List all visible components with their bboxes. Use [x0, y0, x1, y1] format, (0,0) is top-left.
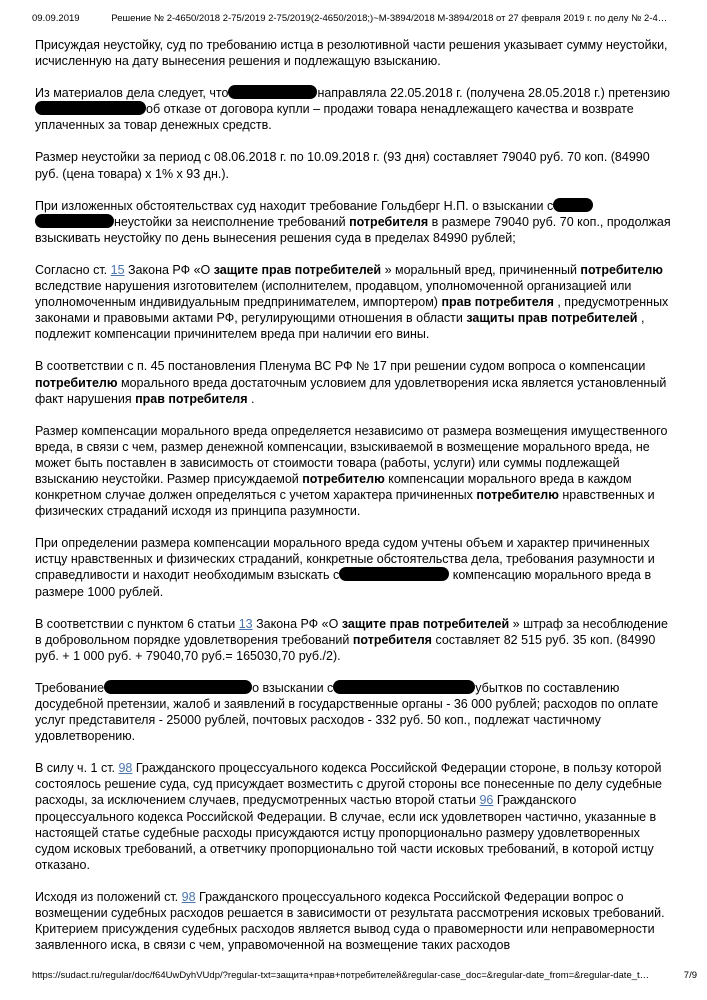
search-highlight: защите прав потребителей [213, 262, 382, 277]
page-number: 7/9 [683, 970, 697, 981]
source-url: https://sudact.ru/regular/doc/f64UwDyhVUdp/?regular-txt=защита+прав+потребителей&regular-case_doc=&regular-date_from=&regular-date_t… [32, 970, 650, 981]
redaction-bar [35, 101, 146, 115]
search-highlight: защиты прав потребителей [466, 311, 638, 326]
text-run: При определении размера компенсации морального вреда судом учтены объем и характер причиненных истцу нравственных и физических страданий, конкретные обстоятельства дела, требования разумности и справедливости и находит необходимым взыскать с [35, 536, 655, 583]
search-highlight: потребителю [476, 488, 559, 503]
text-run: При изложенных обстоятельствах суд находит требование Гольдберг Н.П. о взыскании с [35, 198, 554, 213]
text-run: Размер компенсации морального вреда определяется независимо от размера возмещения имущественного вреда, в связи с чем, размер денежной компенсации, взыскиваемой в возмещение морального вреда, не может быть поставлен в зависимость от стоимости товара (работы, услуги) или суммы подлежащей взысканию неустойки. Размер присуждаемой [35, 423, 668, 486]
paragraph [35, 616, 672, 664]
print-footer [32, 970, 697, 981]
text-run: вследствие нарушения изготовителем (исполнителем, продавцом, уполномоченной организацией или уполномоченным индивидуальным предпринимателем, импортером) [35, 279, 632, 310]
text-run: Из материалов дела следует, что [35, 86, 229, 101]
text-run: нравственных и физических страданий исходя из принципа разумности. [35, 488, 655, 519]
text-run: убытков по составлению досудебной претензии, жалоб и заявлений в государственные органы - 36 000 рублей; расходов по оплате услуг представителя - 25000 рублей, почтовых расходов - 332 руб. 50 коп., подлежат частичному удовлетворению. [35, 680, 659, 744]
search-highlight: прав потребителя [135, 391, 248, 406]
text-run: о взыскании с [252, 680, 334, 695]
print-date: 09.09.2019 [32, 13, 80, 24]
statute-link[interactable]: 98 [118, 761, 133, 776]
text-run: Закона РФ «О [252, 616, 342, 631]
paragraph [35, 262, 672, 342]
paragraph [35, 198, 672, 246]
text-run: Размер неустойки за период с 08.06.2018 г. по 10.09.2018 г. (93 дня) составляет 79040 руб. 70 коп. (84990 руб. (цена товара) х 1% х 93 дн.). [35, 150, 650, 181]
paragraph [35, 37, 672, 69]
paragraph [35, 358, 672, 406]
text-run: Гражданского процессуального кодекса Российской Федерации вопрос о возмещении судебных расходов решается в зависимости от результата рассмотрения исковых требований. Критерием присуждения судебных расходов является вывод суда о правомерности или неправомерности заявленного иска, в связи с чем, управомоченной на возмещение таких расходов [35, 889, 665, 953]
redaction-bar [553, 198, 593, 212]
text-run: В соответствии с п. 45 постановления Пленума ВС РФ № 17 при решении судом вопроса о компенсации [35, 359, 646, 374]
paragraph [35, 889, 672, 953]
redaction-bar [339, 567, 449, 581]
text-run: составляет 82 515 руб. 35 коп. (84990 руб. + 1 000 руб. + 79040,70 руб.= 165030,70 руб./2). [35, 632, 656, 663]
redaction-bar [35, 214, 114, 228]
search-highlight: потребителю [35, 375, 118, 390]
text-run: , подлежит компенсации причинителем вреда при наличии его вины. [35, 311, 645, 342]
text-run: В силу ч. 1 ст. [35, 761, 119, 776]
search-highlight: потребителю [302, 471, 385, 486]
text-run: . [247, 391, 255, 406]
search-highlight: потребителя [349, 214, 429, 229]
paragraph [35, 760, 672, 873]
text-run: в размере 79040 руб. 70 коп., продолжая взыскивать неустойку по день вынесения решения суда в пределах 84990 рублей; [35, 214, 671, 245]
print-header [32, 13, 699, 24]
text-run: » моральный вред, причиненный [381, 262, 581, 277]
paragraph [35, 423, 672, 520]
statute-link[interactable]: 15 [110, 262, 125, 277]
paragraph [35, 680, 672, 744]
text-run: неустойки за неисполнение требований [114, 214, 350, 229]
text-run: об отказе от договора купли – продажи товара ненадлежащего качества и возврате уплаченных за товар денежных средств. [35, 102, 634, 133]
text-run: направляла 22.05.2018 г. (получена 28.05.2018 г.) претензию [317, 86, 671, 101]
search-highlight: защите прав потребителей [341, 616, 510, 631]
text-run: Требование [35, 680, 105, 695]
statute-link[interactable]: 98 [181, 889, 196, 904]
search-highlight: прав потребителя [441, 295, 554, 310]
statute-link[interactable]: 13 [238, 616, 253, 631]
search-highlight: потребителю [580, 262, 663, 277]
text-run: Исходя из положений ст. [35, 889, 182, 904]
redaction-bar [228, 85, 317, 99]
paragraph [35, 149, 672, 181]
text-run: , предусмотренных законами и правовыми актами РФ, регулирующими отношения в области [35, 295, 669, 326]
paragraph [35, 535, 672, 599]
statute-link[interactable]: 96 [479, 793, 494, 808]
paragraph [35, 85, 672, 133]
text-run: » штраф за несоблюдение в добровольном порядке удовлетворения требований [35, 616, 668, 647]
text-run: Закона РФ «О [124, 262, 214, 277]
text-run: Гражданского процессуального кодекса Российской Федерации. В случае, если иск удовлетворен частично, указанные в настоящей статье судебные расходы присуждаются истцу пропорционально размеру удовлетворенных судом исковых требований, а ответчику пропорционально той части исковых требований, в которой истцу отказано. [35, 793, 657, 872]
text-run: В соответствии с пунктом 6 статьи [35, 616, 239, 631]
document-body [35, 37, 672, 969]
text-run: Гражданского процессуального кодекса Российской Федерации стороне, в пользу которой состоялось решение суда, суд присуждает возместить с другой стороны все понесенные по делу судебные расходы, за исключением случаев, предусмотренных частью второй статьи [35, 761, 663, 808]
text-run: компенсацию морального вреда в размере 1000 рублей. [35, 568, 652, 599]
search-highlight: потребителя [352, 632, 432, 647]
text-run: морального вреда достаточным условием для удовлетворения иска является установленный факт нарушения [35, 375, 667, 406]
redaction-bar [333, 680, 475, 694]
redaction-bar [104, 680, 252, 694]
document-title: Решение № 2-4650/2018 2-75/2019 2-75/2019(2-4650/2018;)~М-3894/2018 М-3894/2018 от 27 февраля 2019 г. по делу № 2-4… [111, 13, 668, 24]
text-run: Присуждая неустойку, суд по требованию истца в резолютивной части решения указывает сумму неустойки, исчисленную на дату вынесения решения и подлежащую взысканию. [35, 38, 668, 69]
text-run: Согласно ст. [35, 262, 111, 277]
text-run: компенсации морального вреда в каждом конкретном случае должен определяться с учетом характера причиненных [35, 471, 632, 503]
